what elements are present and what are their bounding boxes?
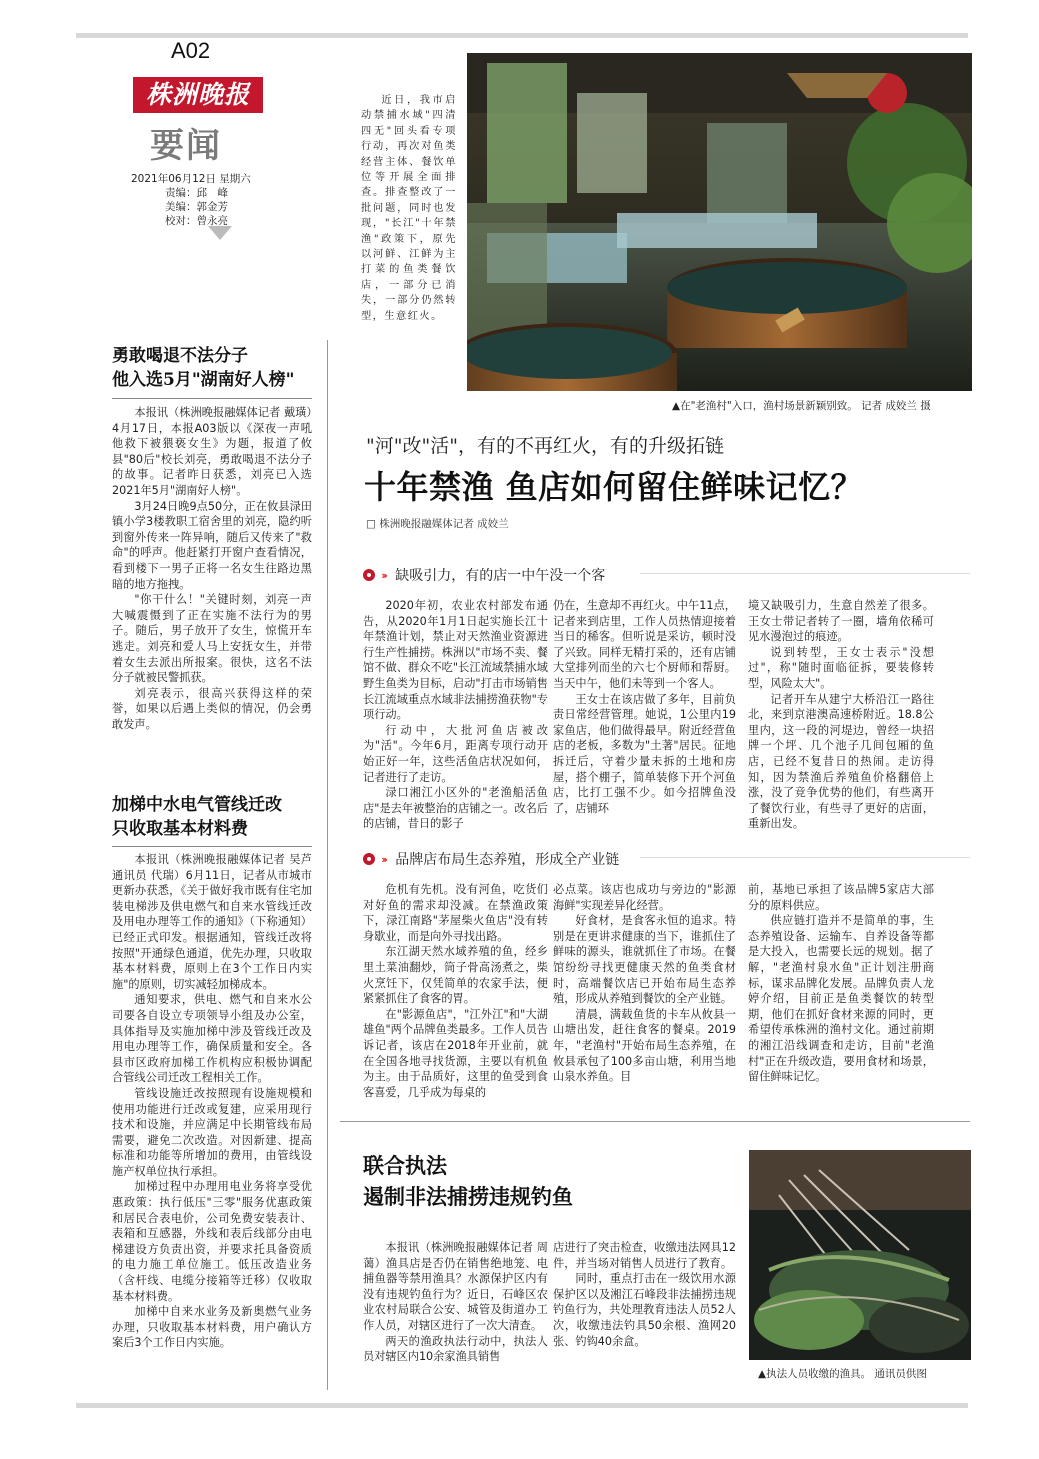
paragraph: 前，基地已承担了该品牌5家店大部分的原料供应。 bbox=[748, 883, 934, 912]
main-headline: 十年禁渔 鱼店如何留住鲜味记忆？ bbox=[364, 468, 864, 506]
paragraph: 危机有先机。没有河鱼，吃货们对好鱼的需求却没减。在禁渔政策下，渌江南路"茅屋柴火鱼店"没有转身歇业，而是向外寻找出路。 bbox=[363, 883, 548, 943]
editor-line-1: 责编：邱 峰 bbox=[165, 187, 228, 199]
section-1-header bbox=[363, 565, 605, 585]
left-article-1-body bbox=[112, 405, 312, 730]
section-bullet-icon bbox=[363, 853, 375, 865]
left-article-2-title-line: 只收取基本材料费 bbox=[112, 819, 248, 839]
bottom-rule bbox=[76, 1403, 968, 1408]
section-2-column-2 bbox=[553, 882, 736, 1104]
bottom-photo-caption: ▲执法人员收缴的渔具。 通讯员供图 bbox=[758, 1368, 927, 1380]
paragraph: 东江湖天然水域养殖的鱼，经乡里土菜油翻炒，筒子骨高汤煮之，柴火烹饪下，仅凭简单的农家手法，便紧紧抓住了食客的胃。 bbox=[363, 945, 548, 1006]
divider bbox=[112, 846, 312, 847]
paragraph: 在"影源鱼店"，"江外江"和"大湖雄鱼"两个品牌鱼类最多。工作人员告诉记者，该店在2018年开业前，就在全国各地寻找货源，主要以有机鱼为主。由于品质好，这里的鱼受到食客喜爱，几乎成为每桌的 bbox=[363, 1007, 548, 1099]
paragraph: 本报讯（株洲晚报融媒体记者 周蔼）渔具店是否仍在销售绝地笼、电捕鱼器等禁用渔具？水源保护区内有没有违规钓鱼行为？近日，石峰区农业农村局联合公安、城管及街道办工作人员，对辖区进行了一次大清查。 bbox=[363, 1241, 548, 1332]
top-photo-caption: ▲在"老渔村"入口，渔村场景新颖别致。 记者 成姣兰 摄 bbox=[672, 400, 931, 412]
section-2-column-3 bbox=[748, 882, 934, 1104]
paragraph: 3月24日晚9点50分，正在攸县渌田镇小学3楼教职工宿舍里的刘亮，隐约听到窗外传来一阵异响，随后又传来了"救命"的呼声。他赶紧打开窗户查看情况，看到楼下一男子正将一名女生往路边黑暗的地方拖拽。 bbox=[112, 499, 312, 591]
paragraph: 2020年初，农业农村部发布通告，从2020年1月1日起实施长江十年禁渔计划，禁止对天然渔业资源进行生产性捕捞。株洲以"市场不卖、餐馆不做、群众不吃"长江流域禁捕水域野生鱼类为目标，启动"打击市场销售长江流域重点水域非法捕捞渔获物"专项行动。 bbox=[363, 599, 548, 722]
paragraph: 行动中，大批河鱼店被改为"活"。今年6月，距离专项行动开始正好一年，这些活鱼店状况如何，记者进行了走访。 bbox=[363, 723, 548, 784]
paragraph: 本报讯（株洲晚报融媒体记者 吴芦 通讯员 代瑞）6月11日，记者从市城市更新办获悉，《关于做好我市既有住宅加装电梯涉及供电燃气和自来水管线迁改及用电办理等工作的通知》（下称通知）已经正式印发。根据通知，管线迁改将按照"开通绿色通道，优先办理，只收取基本材料费，原则上在3个工作日内实施"的原则，切实减轻加梯成本。 bbox=[112, 853, 312, 991]
paragraph: 王女士在该店做了多年，目前负责日常经营管理。她说，1公里内19家鱼店，他们做得最早。附近经营鱼店的老板，多数为"土著"居民。征地拆迁后，守着少量未拆的土地和房屋，搭个棚子，简单装修下开个河鱼店，比打工强不少。如今招牌鱼没了，店铺环 bbox=[553, 692, 736, 815]
section-2-title: 品牌店布局生态养殖，形成全产业链 bbox=[395, 852, 620, 868]
paragraph: 两天的渔政执法行动中，执法人员对辖区内10余家渔具销售 bbox=[363, 1334, 548, 1364]
divider bbox=[340, 1121, 970, 1122]
left-article-2-title-line: 加梯中水电气管线迁改 bbox=[112, 795, 282, 815]
paragraph: 必点菜。该店也成功与旁边的"影源海鲜"实现差异化经营。 bbox=[553, 883, 736, 912]
paragraph: 同时，重点打击在一级饮用水源保护区以及湘江石峰段非法捕捞违规钓鱼行为，共处理教育违法人员52人次，收缴违法钓具50余根、渔网20张、钓钩40余盒。 bbox=[553, 1272, 736, 1348]
left-article-1-title-line: 他入选5月"湖南好人榜" bbox=[112, 370, 295, 390]
paragraph: 加梯过程中办理用电业务将享受优惠政策：执行低压"三零"服务优惠政策和居民合表电价，公司免费安装表计、表箱和互感器，外线和表后线部分由电梯建设方负责出资，并要求托具备资质的电力施工单位施工。低压改造业务（含杆线、电缆分接箱等迁移）仅收取基本材料费。 bbox=[112, 1180, 312, 1303]
paragraph: 清晨，满载鱼货的卡车从攸县一山塘出发，赶往食客的餐桌。2019年，"老渔村"开始布局生态养殖，在攸县承包了100多亩山塘，利用当地山泉水养鱼。目 bbox=[553, 1007, 736, 1084]
chevron-right-icon: ››› bbox=[381, 568, 386, 582]
section-1-column-2 bbox=[553, 598, 736, 838]
paragraph: 通知要求，供电、燃气和自来水公司要各自设立专项领导小组及办公室，具体指导及实施加梯中涉及管线迁改及用电办理等工作，确保质量和安全。各县市区政府加梯工作机构应积极协调配合管线公司迁改工程相关工作。 bbox=[112, 993, 312, 1085]
paragraph: 仍在，生意却不再红火。中午11点，记者来到店里，工作人员热情迎接着当日的稀客。但听说是采访，顿时没了兴致。同样无精打采的，还有店铺大堂排列而坐的六七个厨师和帮厨。当天中午，他们未等到一个客人。 bbox=[553, 599, 736, 690]
section-name: 要闻 bbox=[150, 126, 222, 166]
main-byline: □ 株洲晚报融媒体记者 成姣兰 bbox=[366, 518, 509, 530]
chevron-down-icon bbox=[208, 226, 232, 240]
bottom-article-title bbox=[363, 1150, 573, 1212]
page-code: A02 bbox=[171, 38, 211, 63]
paragraph: 管线设施迁改按照现有设施规模和使用功能进行迁改或复建，应采用现行技术和设施，并应满足中长期管线布局需要，避免二次改造。对因新建、提高标准和功能等所增加的费用，由管线设施产权单位执行承担。 bbox=[112, 1086, 312, 1178]
left-article-1-title-line: 勇敢喝退不法分子 bbox=[112, 346, 248, 366]
paragraph: 刘亮表示，很高兴获得这样的荣誉，如果以后遇上类似的情况，仍会勇敢发声。 bbox=[112, 686, 312, 730]
paragraph: "你干什么！"关键时刻，刘亮一声大喊震慑到了正在实施不法行为的男子。随后，男子放开了女生，惊慌开车逃走。刘亮和爱人马上安抚女生，并带着女生去派出所报案。很快，这名不法分子就被民警抓获。 bbox=[112, 593, 312, 685]
paragraph: 好食材，是食客永恒的追求。特别是在更讲求健康的当下，谁抓住了鲜味的源头，谁就抓住了市场。在餐馆纷纷寻找更健康天然的鱼类食材时，高端餐饮店已开始布局生态养殖，形成从养殖到餐饮的全产业链。 bbox=[553, 914, 736, 1006]
section-1-rule bbox=[640, 573, 970, 574]
left-article-2-title bbox=[112, 793, 282, 841]
fish-restaurant-scene-image bbox=[467, 53, 972, 391]
bottom-article-title-line: 联合执法 bbox=[363, 1153, 447, 1178]
paragraph: 渌口湘江小区外的"老渔船活鱼店"是去年被整治的店铺之一。改名后的店铺，昔日的影子 bbox=[363, 786, 548, 831]
date-line: 2021年06月12日 星期六 bbox=[131, 173, 251, 185]
left-article-1-title bbox=[112, 344, 295, 392]
section-1-column-1 bbox=[363, 598, 548, 838]
column-divider bbox=[327, 340, 328, 1390]
paragraph: 境又缺吸引力，生意自然差了很多。王女士带记者转了一圈，墙角依稀可见水漫泡过的痕迹。 bbox=[748, 599, 934, 644]
bottom-article-title-line: 遏制非法捕捞违规钓鱼 bbox=[363, 1184, 573, 1209]
bottom-article-column-1 bbox=[363, 1240, 548, 1385]
paragraph: 加梯中自来水业务及新奥燃气业务办理，只收取基本材料费，用户确认方案后3个工作日内实施。 bbox=[112, 1305, 312, 1350]
bottom-article-column-2 bbox=[553, 1240, 736, 1385]
paragraph: 说到转型，王女士表示"没想过"，称"随时面临征拆，要装修转型，风险太大"。 bbox=[748, 645, 934, 690]
bottom-photo bbox=[749, 1150, 971, 1360]
main-kicker: "河"改"活"，有的不再红火，有的升级拓链 bbox=[366, 435, 724, 457]
paragraph: 供应链打造并不是简单的事，生态养殖设备、运输车、自养设备等都是大投入，也需要长远的规划。据了解，"老渔村泉水鱼"正计划注册商标，谋求品牌化发展。品牌负责人龙婷介绍，目前正是鱼类餐饮的转型期，他们在抓好食材来源的同时，更希望传承株洲的渔村文化。通过前期的湘江沿线调查和走访，目前"老渔村"正在升级改造，要用食材和场景，留住鲜味记忆。 bbox=[748, 914, 934, 1084]
section-2-header bbox=[363, 849, 619, 869]
top-photo bbox=[467, 53, 972, 391]
section-1-column-3 bbox=[748, 598, 934, 838]
photo-side-caption: 近日，我市启动禁捕水域"四清四无"回头看专项行动，再次对鱼类经营主体、餐饮单位等开展全面排查。排查整改了一批问题，同时也发现，"长江"十年禁渔"政策下，原先以河鲜、江鲜为主打菜的鱼类餐饮店，一部分已消失，一部分仍然转型，生意红火。 bbox=[361, 95, 457, 322]
paragraph: 店进行了突击检查，收缴违法网具12件，并当场对销售人员进行了教育。 bbox=[553, 1241, 736, 1270]
paragraph: 本报讯（株洲晚报融媒体记者 戴璜）4月17日，本报A03版以《深夜一声吼 他救下被猥亵女生》为题，报道了攸县"80后"校长刘亮，勇敢喝退不法分子的故事。记者昨日获悉，刘亮已入选2021年5月"湖南好人榜"。 bbox=[112, 406, 312, 497]
section-2-rule bbox=[640, 857, 970, 858]
chevron-right-icon: ››› bbox=[381, 852, 386, 866]
section-1-title: 缺吸引力，有的店一中午没一个客 bbox=[395, 568, 606, 584]
fishing-gear-image bbox=[749, 1150, 971, 1360]
editor-line-3: 校对：曾永亮 bbox=[165, 215, 228, 227]
section-2-column-1 bbox=[363, 882, 548, 1104]
divider bbox=[112, 398, 312, 399]
paper-name-logo: 株洲晚报 bbox=[133, 77, 263, 113]
editor-line-2: 美编：郭金芳 bbox=[165, 201, 228, 213]
left-article-2-body bbox=[112, 852, 312, 1384]
paragraph: 记者开车从建宁大桥沿江一路往北，来到京港澳高速桥附近。18.8公里内，这一段的河堤边，曾经一块招牌一个坪、几个池子几间包厢的鱼店，已经不复昔日的热闹。走访得知，因为禁渔后养殖鱼价格翻倍上涨，没了竞争优势的他们，有些离开了餐饮行业，有些寻了更好的店面，重新出发。 bbox=[748, 692, 934, 831]
section-bullet-icon bbox=[363, 569, 375, 581]
